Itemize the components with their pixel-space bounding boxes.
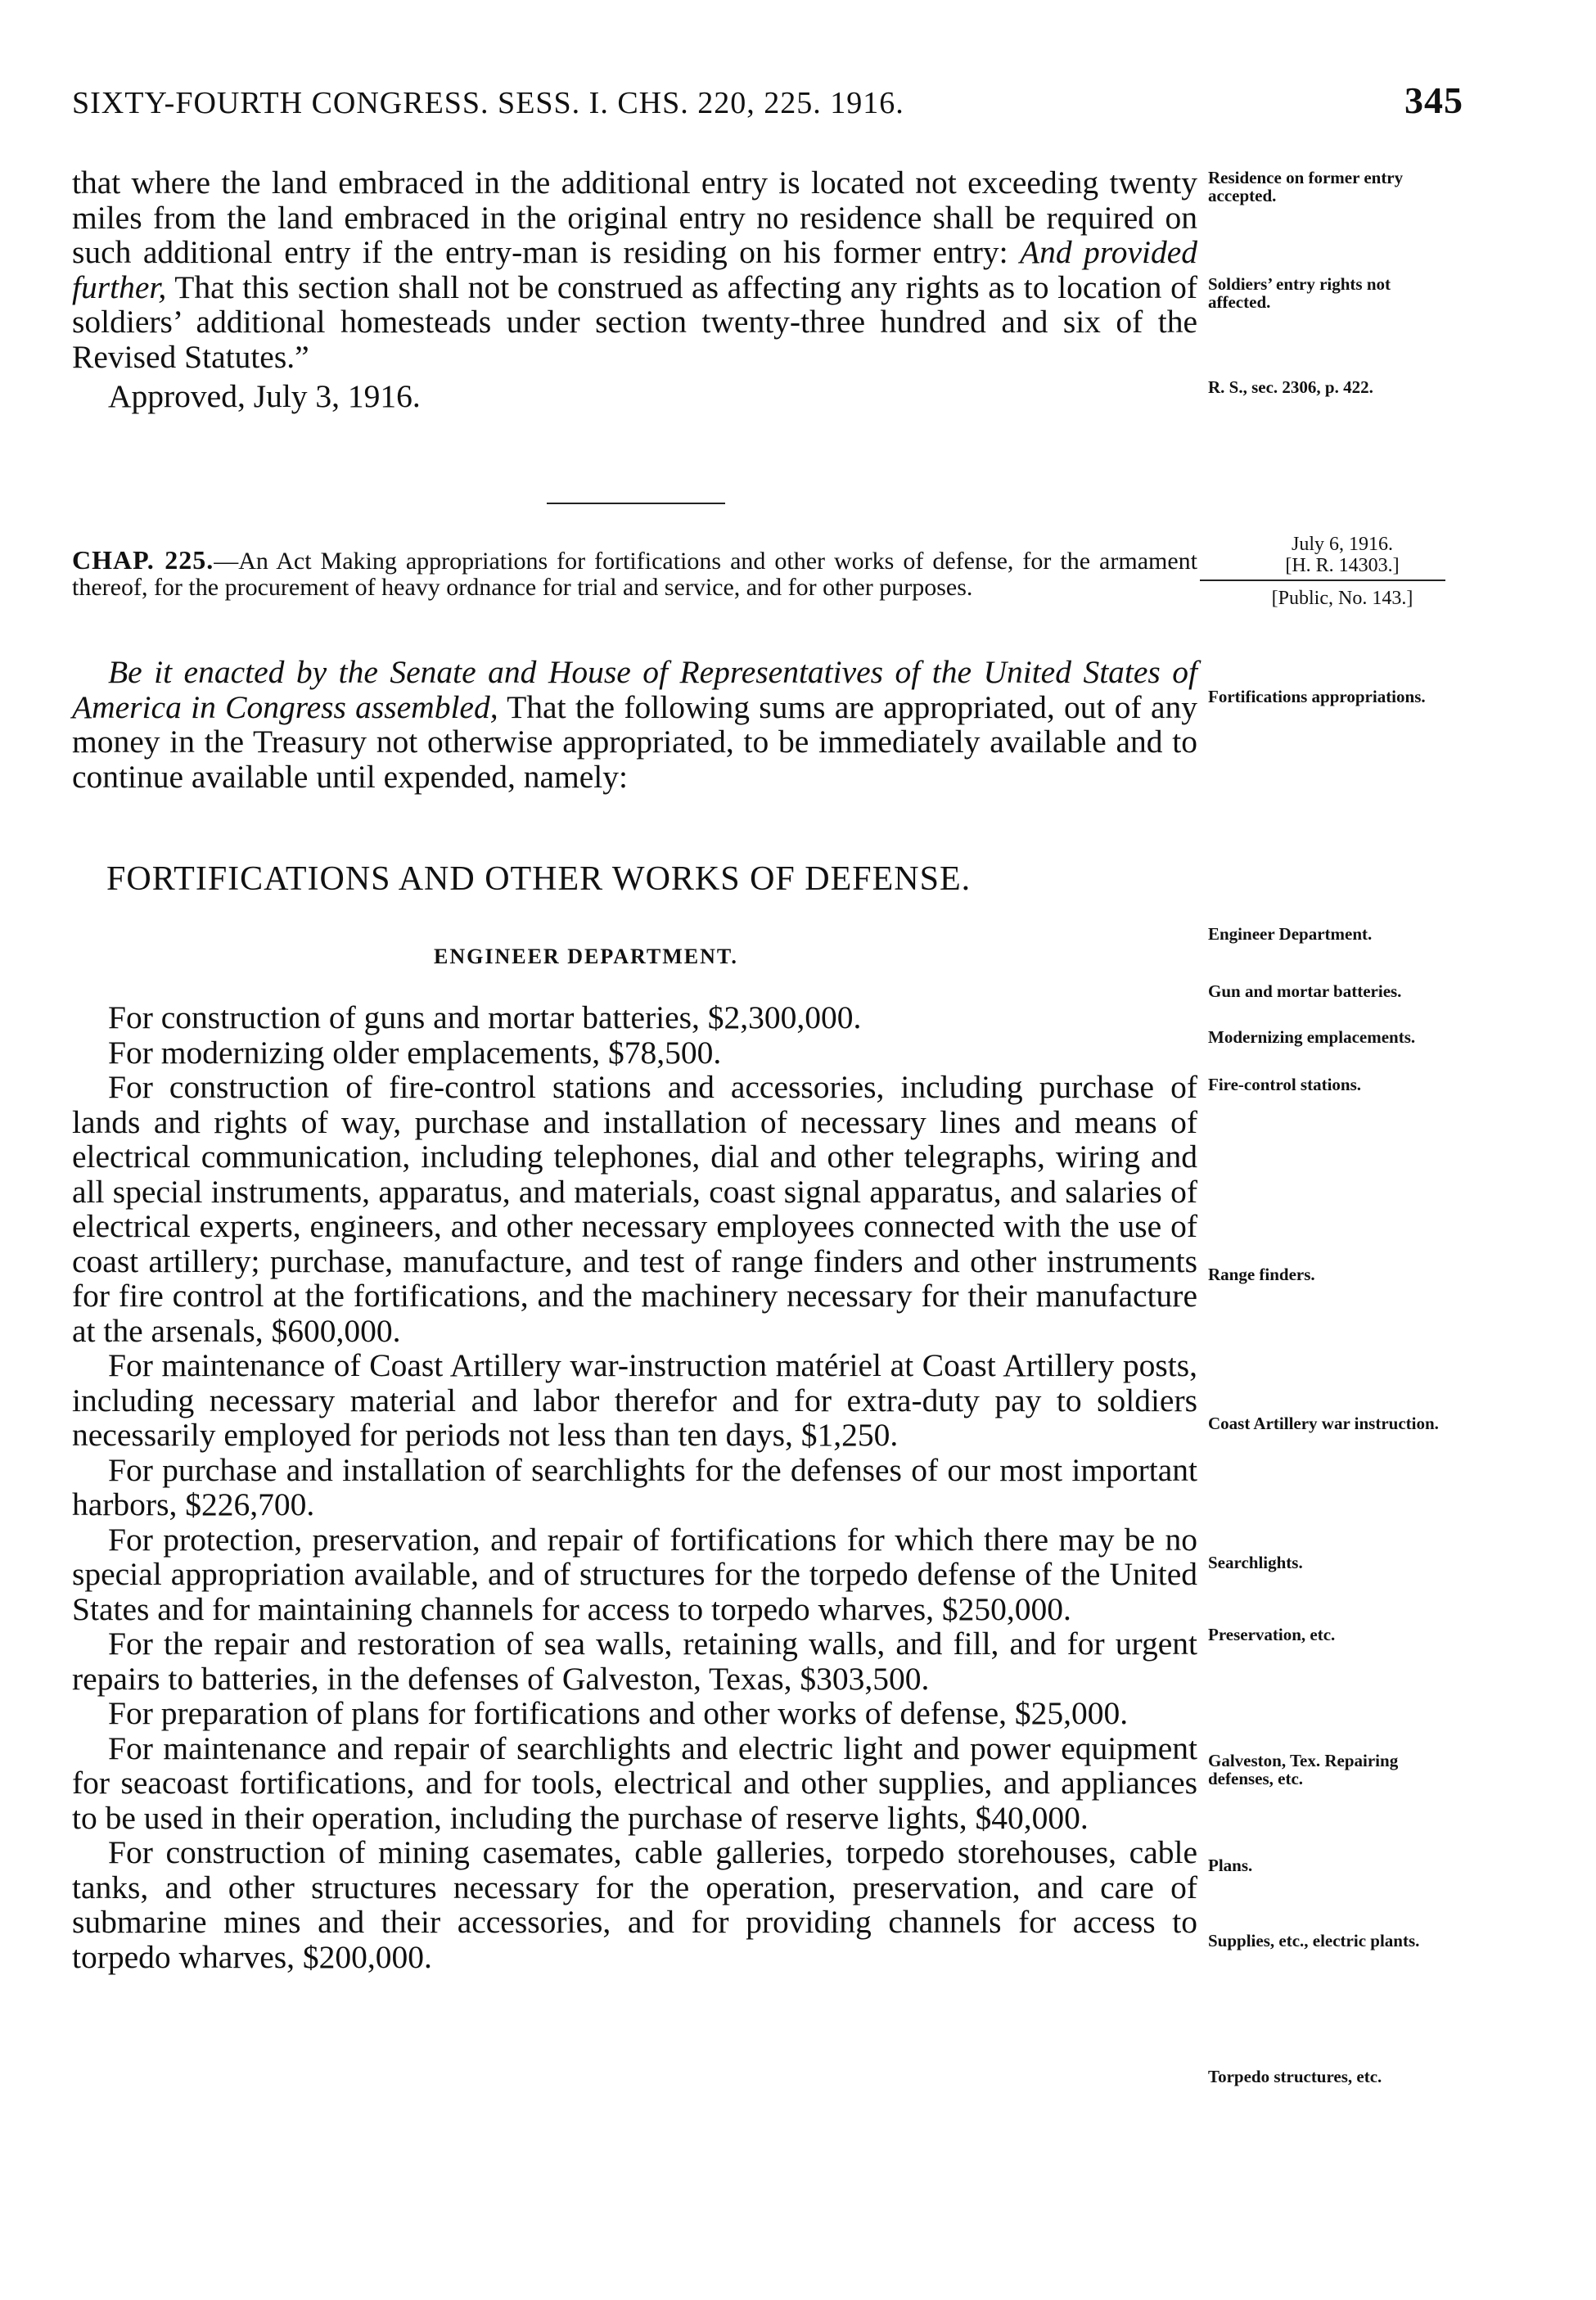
main-heading: FORTIFICATIONS AND OTHER WORKS OF DEFENSE. <box>106 860 972 898</box>
item-searchlights: For purchase and installation of searchlights for the defenses of our most important harbors, $226,700. <box>72 1451 1197 1522</box>
chapter-title: —An Act Making appropriations for fortifications and other works of defense, for the armament thereof, for the procurement of heavy ordnance for trial and service, and for other purposes. <box>72 548 1197 601</box>
margin-note-firecontrol: Fire-control stations. <box>1208 1075 1362 1094</box>
public-number: [Public, No. 143.] <box>1271 588 1413 609</box>
section-divider <box>547 503 725 504</box>
margin-note-fortifications: Fortifications appropriations. <box>1208 687 1426 706</box>
margin-note-searchlights: Searchlights. <box>1208 1553 1303 1572</box>
item-galveston: For the repair and restoration of sea walls, retaining walls, and fill, and for urgent repairs to batteries, in the defenses of Galveston, Texas, $303,500. <box>72 1626 1197 1697</box>
item-preservation: For protection, preservation, and repair of fortifications for which there may be no special appropriation available, and of structures for the torpedo defense of the United States and for maintaining channels for access to torpedo wharves, $250,000. <box>72 1521 1197 1627</box>
item-coast-artillery: For maintenance of Coast Artillery war-instruction matériel at Coast Artillery posts, including necessary material and labor therefor and for extra-duty pay to soldiers necessarily employed for periods not less than ten days, $1,250. <box>72 1347 1197 1453</box>
item-plans: For preparation of plans for fortifications and other works of defense, $25,000. <box>108 1695 1129 1731</box>
item-fire-control: For construction of fire-control stations and accessories, including purchase of lands and rights of way, purchase and installation of necessary lines and means of electrical communication, including telephones, dial and other telegraphs, wiring and all special instruments, apparatus, and materials, coast signal apparatus, and salaries of electrical experts, engineers, and other necessary employees connected with the use of coast artillery; purchase, manufacture, and test of range finders and other instruments for fire control at the fortifications, and the machinery necessary for their manufacture at the arsenals, $600,000. <box>72 1069 1197 1349</box>
margin-note-gun: Gun and mortar batteries. <box>1208 981 1402 1001</box>
approved-line: Approved, July 3, 1916. <box>108 378 421 414</box>
margin-note-coast: Coast Artillery war instruction. <box>1208 1414 1439 1433</box>
para1-text: that where the land embraced in the additional entry is located not exceeding twenty miles from the land embraced in the original entry no residence shall be required on such additional entry if the entry-man is residing on his former entry: <box>72 165 1197 270</box>
margin-note-torpedo: Torpedo structures, etc. <box>1208 2067 1382 2086</box>
enacting-italic: Be it enacted by the Senate and House of Representatives of the United States of America in Congress assembled, <box>72 654 1197 725</box>
margin-note-modernizing: Modernizing emplacements. <box>1208 1027 1416 1047</box>
para1-italic: And provided further, <box>72 234 1198 305</box>
item-supplies: For maintenance and repair of searchlights and electric light and power equipment for seacoast fortifications, and for tools, electrical and other supplies, and appliances to be used in their operation, including the purchase of reserve lights, $40,000. <box>72 1730 1197 1836</box>
date-rule <box>1200 580 1445 581</box>
bill-number: [H. R. 14303.] <box>1285 555 1400 576</box>
item-guns: For construction of guns and mortar batteries, $2,300,000. <box>108 999 862 1035</box>
enactment-date: July 6, 1916. <box>1291 534 1393 555</box>
margin-note-supplies: Supplies, etc., electric plants. <box>1208 1931 1420 1950</box>
item-torpedo: For construction of mining casemates, cable galleries, torpedo storehouses, cable tanks, and other structures necessary for the operation, preservation, and care of submarine mines and their accessories, and for providing channels for access to torpedo wharves, $200,000. <box>72 1834 1197 1975</box>
margin-note-engineer: Engineer Department. <box>1208 924 1373 944</box>
enacting-rest: That the following sums are appropriated, out of any money in the Treasury not otherwise appropriated, to be immediately available and to continue available until expended, namely: <box>72 688 1197 795</box>
margin-note-preservation: Preservation, etc. <box>1208 1625 1336 1644</box>
item-modernizing: For modernizing older emplacements, $78,500. <box>108 1034 722 1071</box>
appropriation-items <box>72 1000 1197 1974</box>
page-number: 345 <box>1404 79 1463 121</box>
margin-note-galveston: Galveston, Tex. Repairing defenses, etc. <box>1208 1751 1399 1788</box>
enacting-clause <box>72 655 1197 794</box>
chapter-heading <box>72 547 1197 601</box>
sub-heading: ENGINEER DEPARTMENT. <box>434 945 738 968</box>
date-block <box>1228 534 1457 609</box>
para1-rest: That this section shall not be construed as affecting any rights as to location of soldiers’ additional homesteads under section twenty-three hundred and six of the Revised Statutes.” <box>72 268 1197 375</box>
running-head-title: SIXTY-FOURTH CONGRESS. SESS. I. CHS. 220, 225. 1916. <box>72 86 904 120</box>
margin-note-range: Range finders. <box>1208 1265 1315 1284</box>
margin-note-soldiers: Soldiers’ entry rights not affected. <box>1208 274 1391 312</box>
margin-note-residence: Residence on former entry accepted. <box>1208 168 1404 205</box>
running-head <box>72 79 1463 128</box>
continuation-text <box>72 165 1197 414</box>
margin-note-plans: Plans. <box>1208 1856 1253 1875</box>
chapter-number: CHAP. 225. <box>72 545 214 575</box>
margin-note-rs: R. S., sec. 2306, p. 422. <box>1208 377 1373 397</box>
